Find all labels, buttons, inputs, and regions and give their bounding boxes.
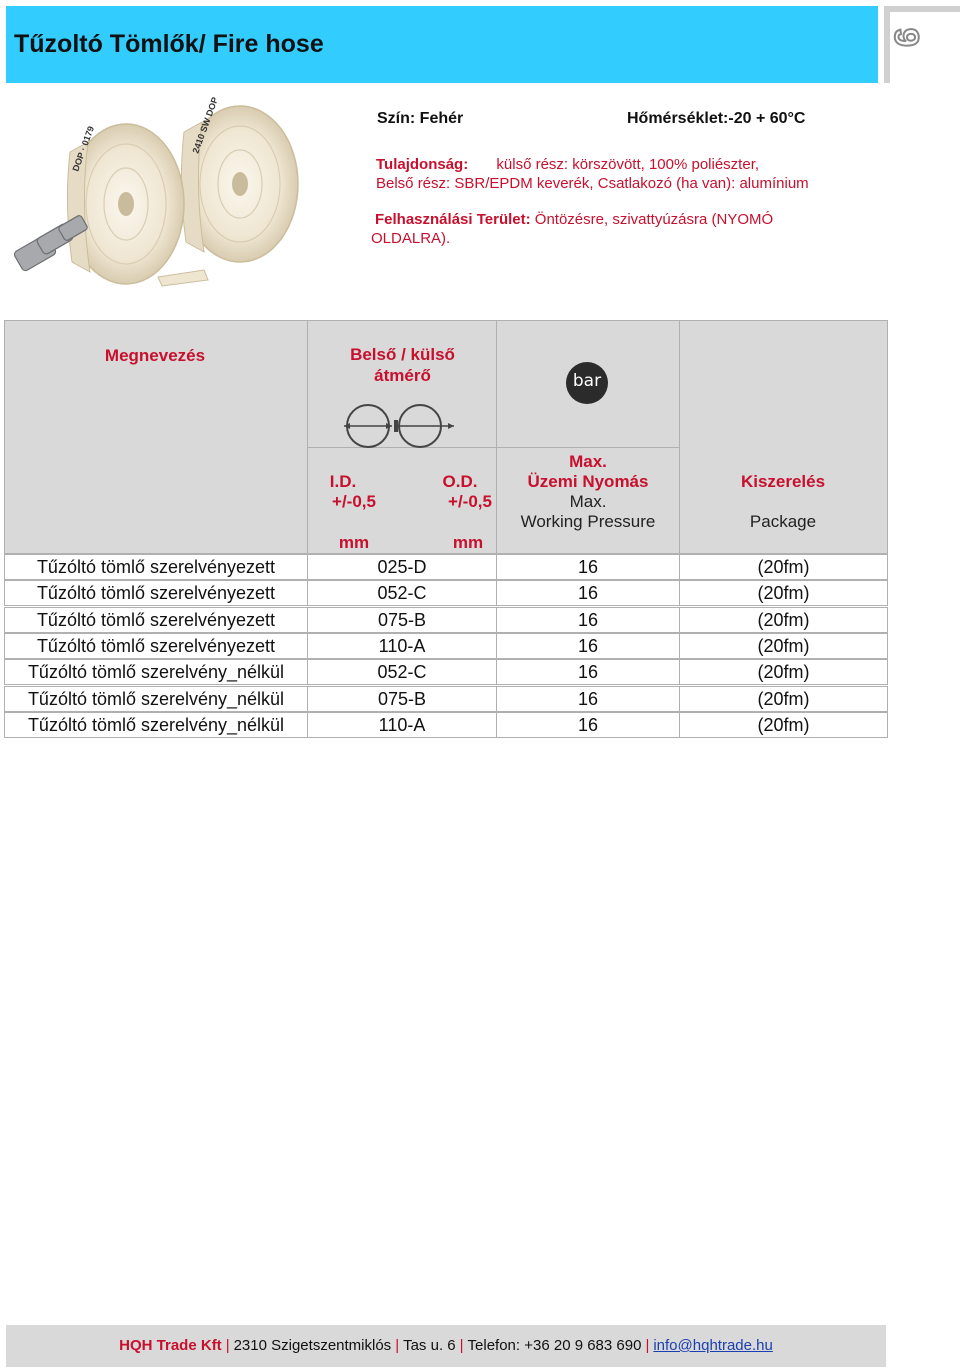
cell-pressure: 16 — [496, 633, 680, 659]
cell-name: Tűzóltó tömlő szerelvény_nélkül — [4, 712, 308, 738]
cell-pressure: 16 — [496, 580, 680, 606]
svg-text:DOP · 0179: DOP · 0179 — [70, 124, 97, 173]
header-id-tol: +/-0,5 — [332, 492, 376, 511]
cell-size: 110-A — [307, 712, 497, 738]
header-od: O.D. — [442, 472, 478, 491]
table-row — [4, 607, 888, 633]
header-package-hu: Kiszerelés — [740, 472, 826, 491]
header-pressure-max-en: Max. — [569, 492, 607, 511]
page-number: 9 — [886, 28, 925, 47]
header-diameter-line2: átmérő — [374, 366, 431, 385]
cell-pressure: 16 — [496, 686, 680, 712]
footer-sep: | — [395, 1337, 400, 1354]
page-tab-border — [884, 6, 960, 12]
footer-address: 2310 Szigetszentmiklós — [233, 1337, 392, 1354]
property-line2: Belső rész: SBR/EPDM keverék, Csatlakozó (ha van): alumínium — [376, 175, 809, 192]
table-row — [4, 633, 888, 659]
cell-package: (20fm) — [679, 659, 888, 685]
header-od-unit: mm — [452, 533, 484, 552]
header-od-tol: +/-0,5 — [448, 492, 492, 511]
table-row — [4, 554, 888, 580]
page-header — [6, 6, 878, 83]
cell-name: Tűzóltó tömlő szerelvényezett — [4, 633, 308, 659]
header-diameter-line1: Belső / külső — [350, 345, 455, 364]
header-package-en: Package — [749, 512, 817, 531]
svg-text:2410 SW DOP: 2410 SW DOP — [190, 95, 221, 155]
cell-name: Tűzóltó tömlő szerelvényezett — [4, 554, 308, 580]
cell-package: (20fm) — [679, 554, 888, 580]
page-footer — [6, 1325, 886, 1367]
cell-pressure: 16 — [496, 712, 680, 738]
cell-pressure: 16 — [496, 554, 680, 580]
table-row — [4, 712, 888, 738]
fire-hose-photo — [8, 92, 306, 288]
cell-size: 110-A — [307, 633, 497, 659]
cell-name: Tűzóltó tömlő szerelvényezett — [4, 607, 308, 633]
cell-package: (20fm) — [679, 607, 888, 633]
cell-package: (20fm) — [679, 712, 888, 738]
cell-pressure: 16 — [496, 607, 680, 633]
bar-icon-text: bar — [572, 371, 602, 391]
header-pressure-en: Working Pressure — [520, 512, 656, 531]
footer-phone: Telefon: +36 20 9 683 690 — [467, 1337, 642, 1354]
header-pressure-hu: Üzemi Nyomás — [527, 472, 649, 491]
footer-email-link[interactable]: info@hqhtrade.hu — [653, 1337, 773, 1354]
table-row — [4, 580, 888, 606]
footer-sep: | — [645, 1337, 650, 1354]
cell-package: (20fm) — [679, 580, 888, 606]
cell-package: (20fm) — [679, 686, 888, 712]
footer-company: HQH Trade Kft — [119, 1337, 222, 1354]
temperature-spec: Hőmérséklet:-20 + 60°C — [627, 110, 806, 127]
footer-sep: | — [225, 1337, 230, 1354]
header-id-unit: mm — [338, 533, 370, 552]
table-row — [4, 659, 888, 685]
cell-package: (20fm) — [679, 633, 888, 659]
bar-icon — [566, 362, 608, 404]
cell-size: 052-C — [307, 659, 497, 685]
property-label: Tulajdonság: — [376, 156, 469, 173]
cell-size: 052-C — [307, 580, 497, 606]
cell-size: 025-D — [307, 554, 497, 580]
usage-line2: OLDALRA). — [371, 230, 451, 247]
footer-sep: | — [459, 1337, 464, 1354]
cell-name: Tűzóltó tömlő szerelvény_nélkül — [4, 659, 308, 685]
diameter-icon — [340, 402, 460, 450]
table-row — [4, 686, 888, 712]
usage-label: Felhasználási Terület: — [375, 211, 531, 228]
property-line1: külső rész: körszövött, 100% poliészter, — [496, 156, 760, 173]
footer-street: Tas u. 6 — [403, 1337, 456, 1354]
cell-pressure: 16 — [496, 659, 680, 685]
cell-name: Tűzóltó tömlő szerelvényezett — [4, 580, 308, 606]
header-id: I.D. — [329, 472, 357, 491]
cell-size: 075-B — [307, 686, 497, 712]
page-title: Tűzoltó Tömlők/ Fire hose — [14, 30, 324, 58]
header-pressure-max: Max. — [569, 452, 607, 471]
usage-line1: Öntözésre, szivattyúzásra (NYOMÓ — [534, 211, 774, 228]
property-spec — [376, 156, 759, 173]
color-spec: Szín: Fehér — [377, 110, 464, 127]
cell-name: Tűzóltó tömlő szerelvény_nélkül — [4, 686, 308, 712]
usage-spec — [375, 211, 773, 228]
cell-size: 075-B — [307, 607, 497, 633]
footer-text — [6, 1337, 886, 1354]
header-name: Megnevezés — [104, 346, 206, 365]
